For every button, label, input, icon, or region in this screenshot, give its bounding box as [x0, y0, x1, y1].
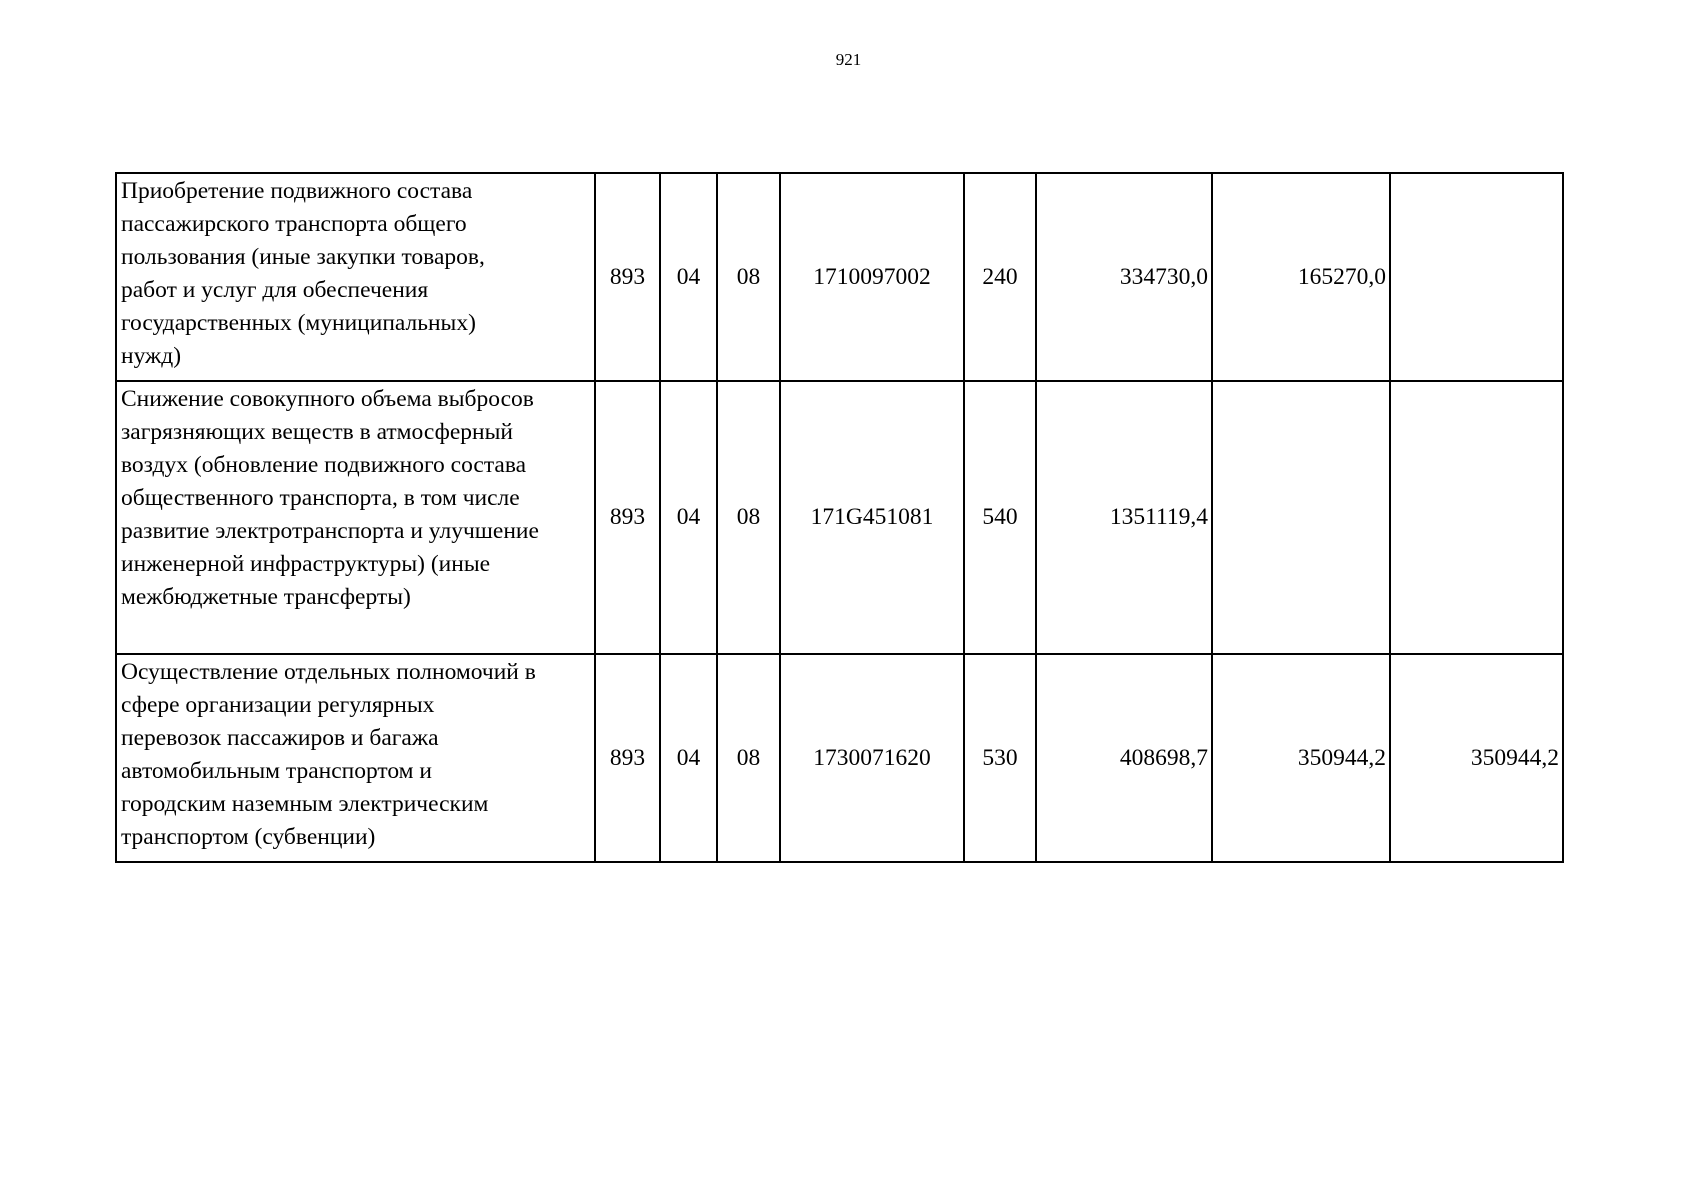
subsection-code-cell: 08	[717, 654, 780, 862]
row-name-line: загрязняющих веществ в атмосферный	[121, 419, 513, 445]
row-name-line: воздух (обновление подвижного состава	[121, 452, 527, 478]
amount-2-cell	[1212, 381, 1390, 654]
row-name-line: развитие электротранспорта и улучшение	[121, 518, 539, 544]
expense-type-cell: 240	[964, 173, 1036, 381]
ministry-code-cell: 893	[595, 381, 660, 654]
row-name-line: перевозок пассажиров и багажа	[121, 725, 439, 751]
row-name-line: инженерной инфраструктуры) (иные	[121, 551, 491, 577]
subsection-code-cell: 08	[717, 381, 780, 654]
target-article-cell: 171G451081	[780, 381, 964, 654]
row-name-line: пассажирского транспорта общего	[121, 211, 467, 237]
row-name-line: государственных (муниципальных)	[121, 310, 476, 336]
page-number: 921	[835, 50, 862, 69]
section-code-cell: 04	[660, 381, 717, 654]
expense-type-cell: 540	[964, 381, 1036, 654]
ministry-code-cell: 893	[595, 654, 660, 862]
row-name-line: городским наземным электрическим	[121, 791, 489, 817]
row-name-line: межбюджетные трансферты)	[121, 584, 411, 610]
table-row	[116, 173, 1563, 381]
row-name-line: нужд)	[121, 343, 182, 369]
row-name-line: транспортом (субвенции)	[121, 824, 376, 850]
ministry-code-cell: 893	[595, 173, 660, 381]
amount-3-cell	[1390, 173, 1563, 381]
row-name-line: Снижение совокупного объема выбросов	[121, 386, 534, 412]
row-name-line: Осуществление отдельных полномочий в	[121, 659, 536, 685]
amount-1-cell: 334730,0	[1036, 173, 1212, 381]
amount-2-cell: 165270,0	[1212, 173, 1390, 381]
row-name-line: автомобильным транспортом и	[121, 758, 433, 784]
row-name-line: сфере организации регулярных	[121, 692, 435, 718]
row-name-line: Приобретение подвижного состава	[121, 178, 473, 204]
row-name-line: пользования (иные закупки товаров,	[121, 244, 485, 270]
row-name-cell	[116, 381, 595, 654]
amount-1-cell: 408698,7	[1036, 654, 1212, 862]
row-name-cell	[116, 173, 595, 381]
subsection-code-cell: 08	[717, 173, 780, 381]
budget-table	[115, 172, 1564, 863]
amount-3-cell: 350944,2	[1390, 654, 1563, 862]
row-name-cell	[116, 654, 595, 862]
table-row	[116, 654, 1563, 862]
target-article-cell: 1730071620	[780, 654, 964, 862]
target-article-cell: 1710097002	[780, 173, 964, 381]
row-name-line: общественного транспорта, в том числе	[121, 485, 520, 511]
amount-2-cell: 350944,2	[1212, 654, 1390, 862]
section-code-cell: 04	[660, 654, 717, 862]
table-row	[116, 381, 1563, 654]
row-name-line: работ и услуг для обеспечения	[121, 277, 429, 303]
amount-1-cell: 1351119,4	[1036, 381, 1212, 654]
expense-type-cell: 530	[964, 654, 1036, 862]
amount-3-cell	[1390, 381, 1563, 654]
section-code-cell: 04	[660, 173, 717, 381]
